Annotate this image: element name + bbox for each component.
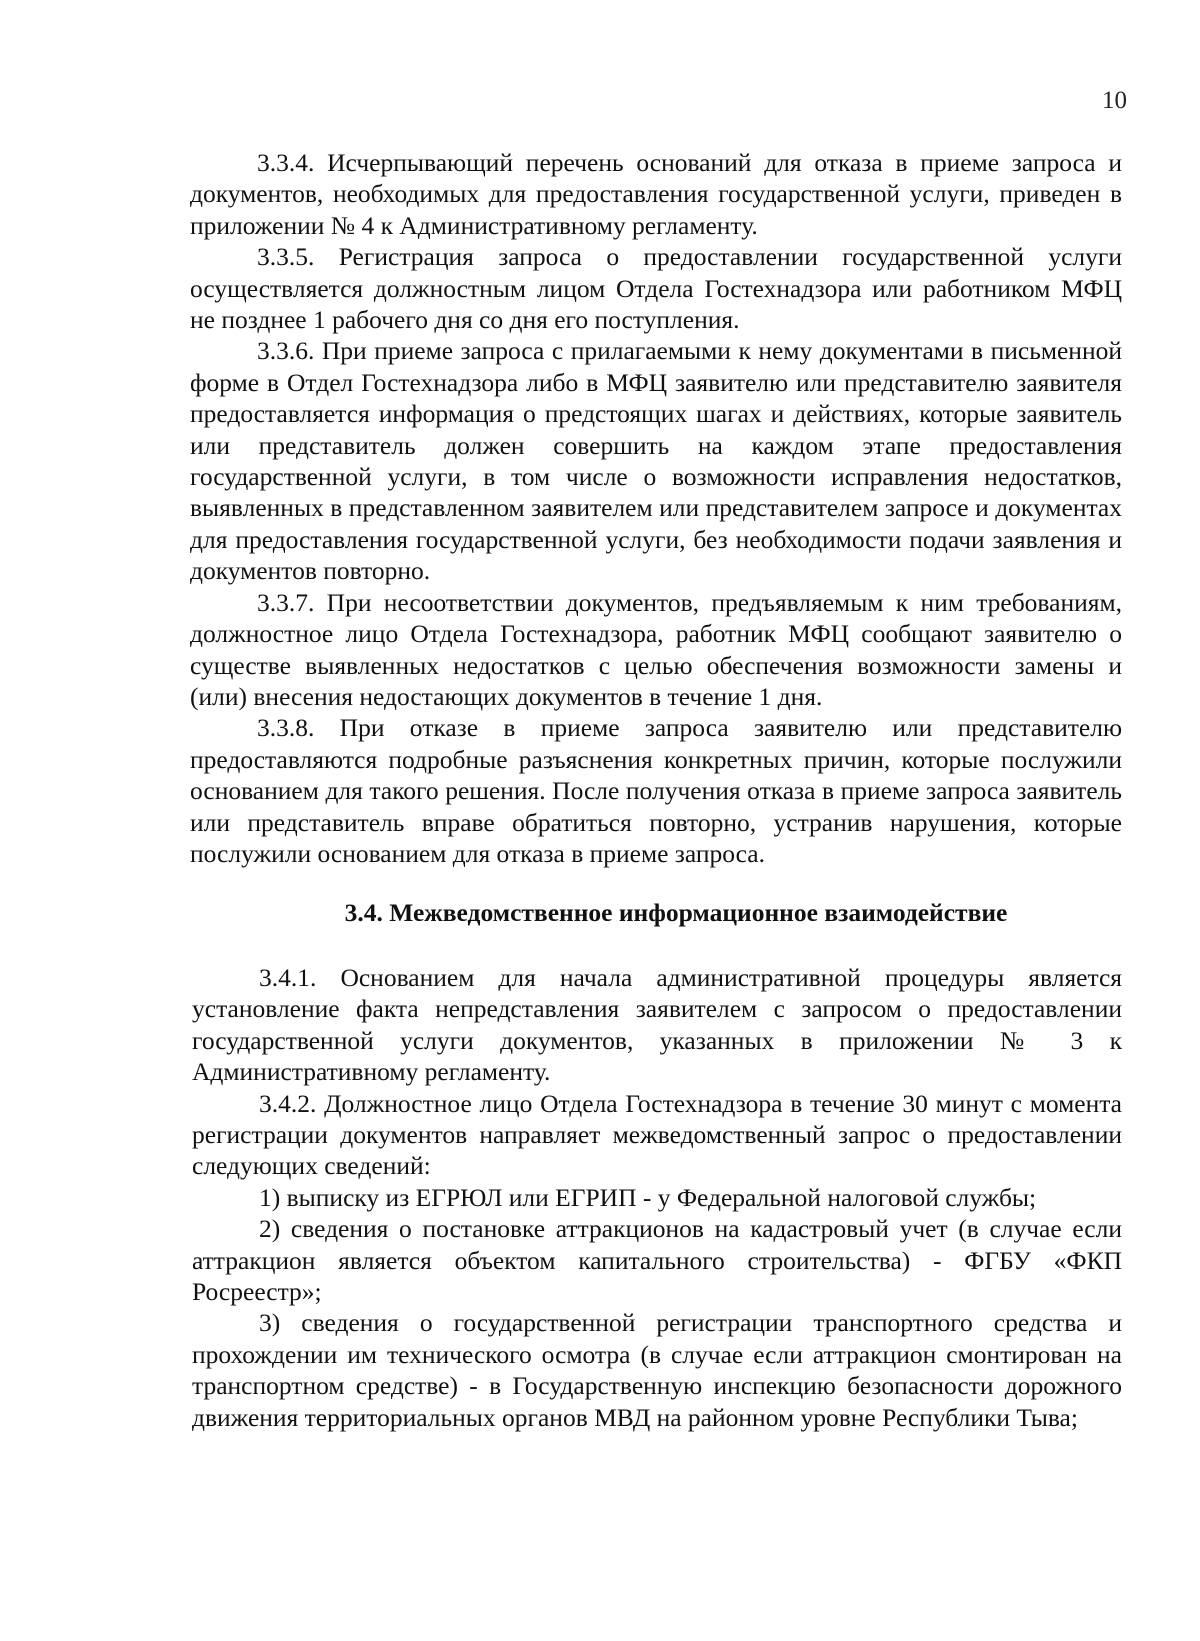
paragraph-3-3-5: 3.3.5. Регистрация запроса о предоставлении государственной услуги осуществляется должностным лицом Отдела Гостехнадзора или работником МФЦ не позднее 1 рабочего дня со дня его поступления. [190, 242, 1122, 335]
paragraph-3-3-7: 3.3.7. При несоответствии документов, предъявляемым к ним требованиям, должностное лицо Отдела Гостехнадзора, работник МФЦ сообщают заявителю о существе выявленных недостатков с целью обеспечения возможности замены и (или) внесения недостающих документов в течение 1 дня. [190, 587, 1122, 711]
section-heading: 3.4. Межведомственное информационное взаимодействие [344, 898, 1008, 927]
paragraph-3-3-8: 3.3.8. При отказе в приеме запроса заявителю или представителю предоставляются подробные разъяснения конкретных причин, которые послужили основанием для такого решения. После получения отказа в приеме запроса заявитель или представитель вправе обратиться повторно, устранив нарушения, которые послужили основанием для отказа в приеме запроса. [190, 713, 1122, 868]
paragraph-3-4-1: 3.4.1. Основанием для начала административной процедуры является установление факта непредставления заявителем с запросом о предоставлении государственной услуги документов, указанных в приложении № 3 к Административному регламенту. [192, 963, 1122, 1087]
paragraph-3-3-6: 3.3.6. При приеме запроса с прилагаемыми к нему документами в письменной форме в Отдел Гостехнадзора либо в МФЦ заявителю или представителю заявителя предоставляется информация о предстоящих шагах и действиях, которые заявитель или представитель должен совершить на каждом этапе предоставления государственной услуги, в том числе о возможности исправления недостатков, выявленных в представленном заявителем или представителем запросе и документах для предоставления государственной услуги, без необходимости подачи заявления и документов повторно. [190, 336, 1122, 586]
page-number: 10 [1102, 87, 1127, 114]
paragraph-3-3-4: 3.3.4. Исчерпывающий перечень оснований для отказа в приеме запроса и документов, необходимых для предоставления государственной услуги, приведен в приложении № 4 к Административному регламенту. [190, 148, 1122, 240]
paragraph-3-4-2: 3.4.2. Должностное лицо Отдела Гостехнадзора в течение 30 минут с момента регистрации документов направляет межведомственный запрос о предоставлении следующих сведений: [192, 1088, 1122, 1181]
section-3-4-heading-block [190, 897, 1122, 928]
section-3-4-paragraphs [192, 962, 1122, 1433]
list-item-3: 3) сведения о государственной регистрации транспортного средства и прохождении им технического осмотра (в случае если аттракцион смонтирован на транспортном средстве) - в Государственную инспекцию безопасности дорожного движения территориальных органов МВД на районном уровне Республики Тыва; [192, 1308, 1122, 1432]
section-3-3-paragraphs [190, 147, 1122, 869]
list-item-2: 2) сведения о постановке аттракционов на кадастровый учет (в случае если аттракцион является объектом капитального строительства) - ФГБУ «ФКП Росреестр»; [192, 1214, 1122, 1307]
list-item-1: 1) выписку из ЕГРЮЛ или ЕГРИП - у Федеральной налоговой службы; [259, 1182, 1037, 1212]
